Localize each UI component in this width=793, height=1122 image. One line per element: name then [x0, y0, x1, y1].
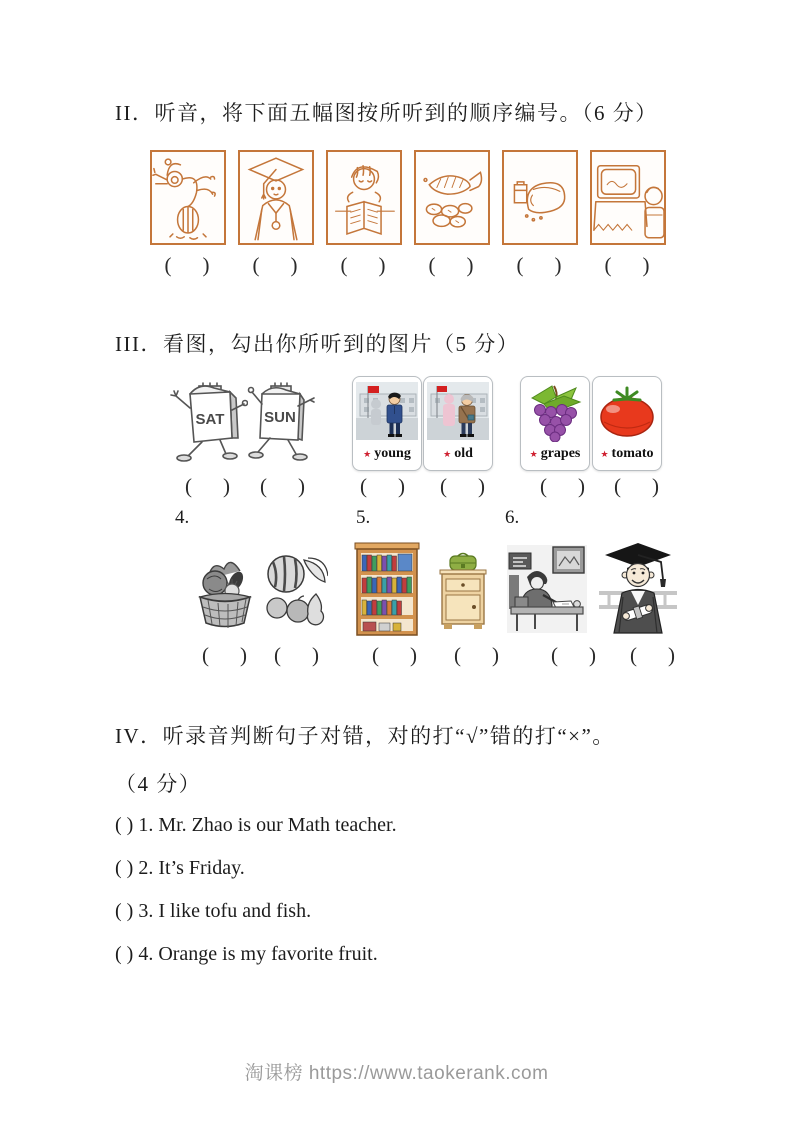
item-number-5: 5.: [356, 507, 371, 528]
item-number-6: 6.: [505, 507, 520, 528]
young-card: [352, 376, 422, 471]
answer-bracket: ( ): [372, 643, 419, 667]
answer-bracket: ( ): [202, 643, 249, 667]
tomato-card: [592, 376, 662, 471]
section2-heading: II．听音，将下面五幅图按所听到的顺序编号。（6 分）: [115, 101, 658, 125]
section2-image-row: [150, 150, 666, 245]
teacher-writing-image: [507, 545, 587, 633]
section4-heading-line1: IV．听录音判断句子对错，对的打“√”错的打“×”。: [115, 724, 615, 748]
answer-bracket: ( ): [440, 474, 487, 498]
answer-bracket: ( ): [540, 474, 587, 498]
answer-bracket: ( ): [604, 253, 652, 277]
section4-heading-line2: （4 分）: [115, 772, 202, 796]
star-icon: ★: [600, 448, 609, 459]
old-card-label: old: [454, 446, 473, 461]
answer-bracket: ( ): [185, 474, 232, 498]
fish-and-potatoes-image: [414, 150, 490, 245]
sentence-3: ( ) 3. I like tofu and fish.: [115, 900, 312, 922]
item-number-4: 4.: [175, 507, 190, 528]
answer-bracket: ( ): [340, 253, 388, 277]
sentence-2: ( ) 2. It’s Friday.: [115, 857, 245, 879]
star-icon: ★: [363, 448, 372, 459]
grapes-card: [520, 376, 590, 471]
sentence-4: ( ) 4. Orange is my favorite fruit.: [115, 943, 378, 965]
star-icon: ★: [443, 448, 452, 459]
bookshelf-image: [354, 541, 420, 637]
loaf-of-bread-image: [502, 150, 578, 245]
cabinet-with-schoolbag-image: [436, 552, 490, 632]
answer-bracket: ( ): [164, 253, 212, 277]
graduate-with-diploma-image: [597, 541, 679, 635]
answer-bracket: ( ): [274, 643, 321, 667]
sat-calendar-label: SAT: [195, 411, 225, 428]
saturday-calendar-image: [168, 378, 248, 468]
sentence-1: ( ) 1. Mr. Zhao is our Math teacher.: [115, 814, 397, 836]
star-icon: ★: [529, 448, 538, 459]
answer-bracket: ( ): [454, 643, 501, 667]
answer-bracket: ( ): [516, 253, 564, 277]
section2-answer-brackets: [150, 253, 666, 278]
section3-heading: III．看图，勾出你所听到的图片（5 分）: [115, 332, 520, 356]
girl-reading-book-image: [326, 150, 402, 245]
answer-bracket: ( ): [428, 253, 476, 277]
answer-bracket: ( ): [614, 474, 661, 498]
fruit-pile-image: [262, 548, 328, 632]
tomato-card-label: tomato: [611, 446, 654, 461]
graduate-student-image: [238, 150, 314, 245]
old-card: [423, 376, 493, 471]
watching-tv-image: [590, 150, 666, 245]
vegetable-basket-image: [196, 549, 254, 631]
young-card-label: young: [374, 446, 411, 461]
answer-bracket: ( ): [360, 474, 407, 498]
tumbling-acrobat-image: [150, 150, 226, 245]
grapes-card-label: grapes: [540, 446, 581, 461]
answer-bracket: ( ): [551, 643, 598, 667]
sun-calendar-label: SUN: [264, 409, 296, 426]
answer-bracket: ( ): [630, 643, 677, 667]
answer-bracket: ( ): [252, 253, 300, 277]
sunday-calendar-image: [246, 382, 316, 468]
site-watermark: 淘课榜 https://www.taokerank.com: [244, 1063, 549, 1084]
answer-bracket: ( ): [260, 474, 307, 498]
